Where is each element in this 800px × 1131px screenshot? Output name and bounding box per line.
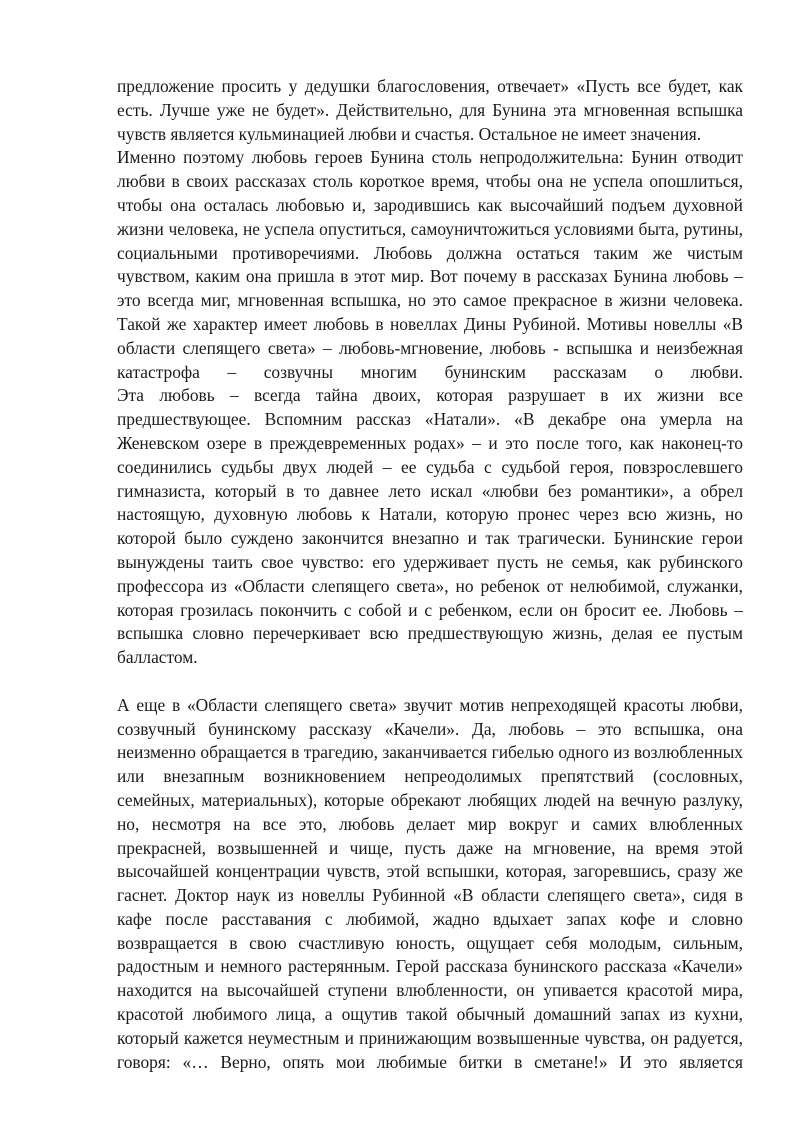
paragraph-3: Эта любовь – всегда тайна двоих, которая разрушает в их жизни все предшествующее. Вспомним рассказ «Натали». «В декабре она умерла на Женевском озере в преждевременных родах» – и это после того, как наконец-то соединились судьбы двух людей – ее судьба с судьбой героя, повзрослевшего гимназиста, который в то давнее лето искал «любви без романтики», а обрел настоящую, духовную любовь к Натали, которую пронес через всю жизнь, но которой было суждено закончится внезапно и так трагически. Бунинские герои вынуждены таить свое чувство: его удерживает пусть не семья, как рубинского профессора из «Области слепящего света», но ребенок от нелюбимой, служанки, которая грозилась покончить с собой и с ребенком, если он бросит ее. Любовь – вспышка словно перечеркивает всю предшествующую жизнь, делая ее пустым балластом.	[117, 385, 743, 668]
paragraph-1: предложение просить у дедушки благословения, отвечает» «Пусть все будет, как есть. Лучше уже не будет». Действительно, для Бунина эта мгновенная вспышка чувств является кульминацией любви и счастья. Остальное не имеет значения.	[117, 76, 743, 144]
paragraph-2: Именно поэтому любовь героев Бунина столь непродолжительна: Бунин отводит любви в своих рассказах столь короткое время, чтобы она не успела опошлиться, чтобы она осталась любовью и, зародившись как высочайший подъем духовной жизни человека, не успела опуститься, самоуничтожиться условиями быта, рутины, социальными противоречиями. Любовь должна остаться таким же чистым чувством, каким она пришла в этот мир. Вот почему в рассказах Бунина любовь – это всегда миг, мгновенная вспышка, но это самое прекрасное в жизни человека. Такой же характер имеет любовь в новеллах Дины Рубиной. Мотивы новеллы «В области слепящего света» – любовь-мгновение, любовь - вспышка и неизбежная катастрофа – созвучны многим бунинским рассказам о любви.	[117, 147, 743, 382]
paragraph-4: А еще в «Области слепящего света» звучит мотив непреходящей красоты любви, созвучный бунинскому рассказу «Качели». Да, любовь – это вспышка, она неизменно обращается в трагедию, заканчивается гибелью одного из возлюбленных или внезапным возникновением непреодолимых препятствий (сословных, семейных, материальных), которые обрекают любящих людей на вечную разлуку, но, несмотря на все это, любовь делает мир вокруг и самих влюбленных прекрасней, возвышенней и чище, пусть даже на мгновение, на время этой высочайшей концентрации чувств, этой вспышки, которая, загоревшись, сразу же гаснет. Доктор наук из новеллы Рубинной «В области слепящего света», сидя в кафе после расставания с любимой, жадно вдыхает запах кофе и словно возвращается в свою счастливую юность, ощущает себя молодым, сильным, радостным и немного растерянным. Герой рассказа бунинского рассказа «Качели» находится на высочайшей ступени влюбленности, он упивается красотой мира, красотой любимого лица, а ощутив такой обычный домашний запах из кухни, который кажется неуместным и принижающим возвышенные чувства, он радуется, говоря: «… Верно, опять мои любимые битки в сметане!» И это является	[117, 694, 743, 1072]
paragraph-spacer	[117, 670, 743, 694]
document-page	[117, 75, 743, 1074]
